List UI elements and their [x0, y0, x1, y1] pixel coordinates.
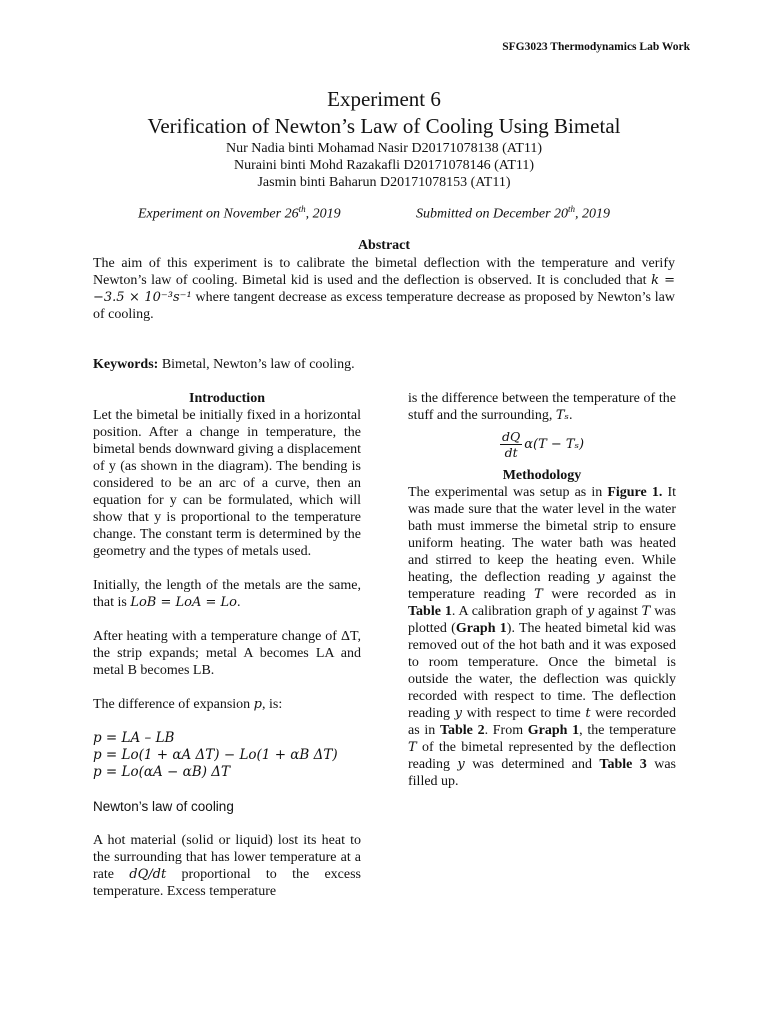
methodology-text: ). The heated bimetal kid was removed out of the hot bath and it was exposed to room temperature. Once the bimetal is outside the water, the deflection was quickly recorded with respect to time. The deflection reading	[408, 621, 676, 721]
math-symbol: y	[597, 570, 605, 585]
submitted-date: Submitted on December 20th, 2019	[416, 204, 611, 222]
methodology-text: . From	[484, 723, 528, 738]
methodology-heading: Methodology	[502, 468, 582, 483]
methodology-text: were recorded as in	[408, 706, 676, 738]
reference-label: Graph 1	[527, 723, 580, 738]
title-block	[0, 86, 768, 191]
math-symbol: y	[457, 757, 465, 772]
author-line: Nuraini binti Mohd Razakafli D20171078146 (AT11)	[233, 158, 535, 173]
reference-label: Table 2	[439, 723, 485, 738]
equation-3: p = Lo(αA − αB) ΔT	[93, 764, 231, 780]
intro-paragraph-4: The difference of expansion p, is:	[93, 697, 283, 712]
methodology-text: against the temperature reading	[408, 570, 676, 602]
methodology-text: , the temperature	[579, 723, 676, 738]
abstract-text: The aim of this experiment is to calibrate the bimetal deflection with the temperature and verify Newton’s law of cooling. Bimetal kid is used and the deflection is observed. It is concluded that k = −3.5 × 10⁻³s⁻¹ where tangent decrease as excess temperature decrease as proposed by Newton’s law of cooling.	[93, 256, 675, 322]
methodology-paragraph	[408, 484, 676, 790]
methodology-text: with respect to time	[461, 706, 586, 721]
reference-label: Figure 1.	[607, 485, 663, 500]
intro-paragraph-1: Let the bimetal be initially fixed in a horizontal position. After a change in temperature, the bimetal bends downward giving a displacement of y (as shown in the diagram). The bending is considered to be an arc of a curve, then an equation for y can be formulated, which will show that y is proportional to the temperature change. The constant term is determined by the geometry and the types of metals used.	[93, 408, 361, 559]
introduction-heading: Introduction	[189, 391, 265, 406]
intro-paragraph-3: After heating with a temperature change of ΔT, the strip expands; metal A becomes LA and metal B becomes LB.	[93, 629, 361, 678]
reference-label: Graph 1	[455, 621, 507, 636]
keywords	[93, 356, 675, 373]
math-symbol: y	[586, 604, 595, 619]
methodology-text: against	[594, 604, 642, 619]
intro-paragraph-2: Initially, the length of the metals are the same, that is LoB = LoA = Lo.	[93, 578, 361, 610]
methodology-text: . A calibration graph of	[451, 604, 587, 619]
keywords-label: Keywords:	[93, 357, 159, 372]
methodology-text: The experimental was setup as in	[408, 485, 608, 500]
methodology-text: was filled up.	[408, 757, 676, 789]
right-column	[408, 390, 676, 790]
running-header: SFG3023 Thermodynamics Lab Work	[502, 41, 690, 53]
methodology-text: of the bimetal represented by the deflection reading	[408, 740, 676, 772]
experiment-date: Experiment on November 26th, 2019	[138, 204, 341, 222]
reference-label: Table 1	[408, 604, 452, 619]
math-symbol: T	[534, 587, 543, 602]
intro-paragraph-5: A hot material (solid or liquid) lost its heat to the surrounding that has lower temperature at a rate dQ/dt proportional to the excess temperature. Excess temperature	[93, 833, 361, 899]
math-symbol: t	[585, 706, 591, 721]
author-line: Nur Nadia binti Mohamad Nasir D20171078138 (AT11)	[226, 141, 542, 156]
abstract-equation: k = −3.5 × 10⁻³s⁻¹	[93, 273, 675, 305]
keywords-text: Bimetal, Newton’s law of cooling.	[158, 357, 355, 372]
methodology-text: were recorded as in	[542, 587, 677, 602]
paper-title: Verification of Newton’s Law of Cooling Using Bimetal	[147, 114, 621, 138]
abstract-heading: Abstract	[357, 238, 411, 253]
cooling-proportionality-equation: $\frac{dQ}{dt}$ α(T − Tₛ)	[501, 428, 585, 460]
math-symbol: y	[454, 706, 462, 721]
newton-law-heading: Newton’s law of cooling	[93, 799, 234, 814]
author-line: Jasmin binti Baharun D20171078153 (AT11)	[257, 175, 511, 190]
left-column	[93, 390, 361, 900]
equation-1: p = LA – LB	[93, 730, 175, 746]
math-symbol: T	[641, 604, 651, 619]
methodology-text: was determined and	[464, 757, 600, 772]
equation-2: p = Lo(1 + αA ΔT) − Lo(1 + αB ΔT)	[93, 747, 338, 763]
experiment-number: Experiment 6	[327, 87, 441, 111]
reference-label: Table 3	[599, 757, 647, 772]
math-symbol: T	[408, 740, 417, 755]
methodology-text: was plotted (	[408, 604, 677, 636]
excess-temp-paragraph: is the difference between the temperature of the stuff and the surrounding, Tₛ.	[408, 391, 676, 423]
methodology-text: It was made sure that the water level in the water bath must immerse the bimetal strip to ensure uniform heating. The water bath was heated and stirred to keep the heating even. While heating, the deflection reading	[408, 485, 676, 585]
